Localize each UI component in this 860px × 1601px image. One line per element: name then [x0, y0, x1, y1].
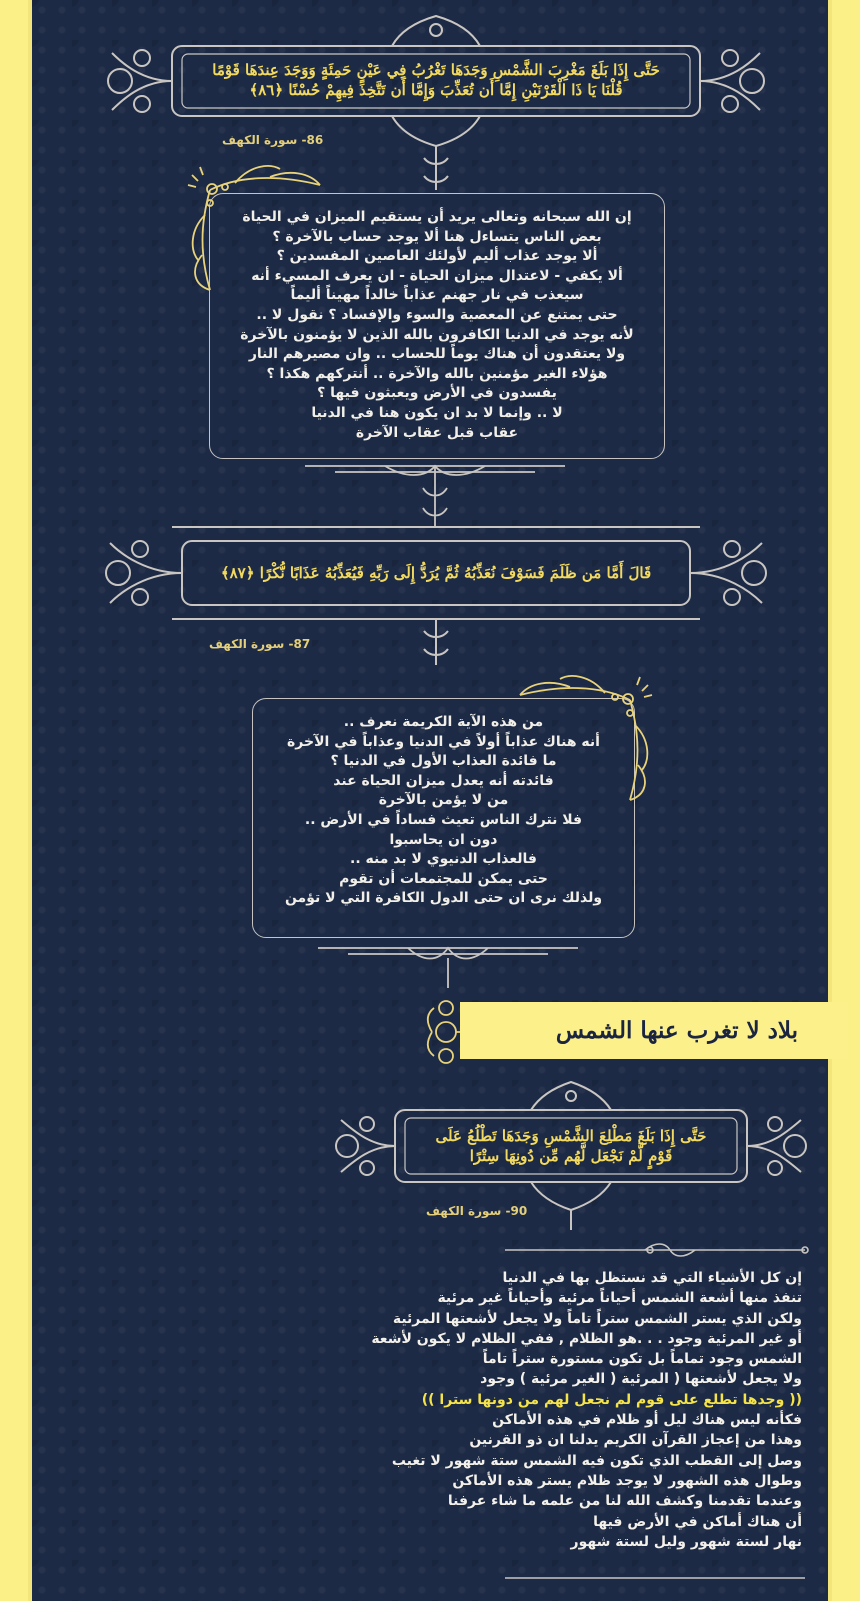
verse-87-line-1: قَالَ أَمَّا مَن ظَلَمَ فَسَوْفَ نُعَذِّبُهُ ثُمَّ يُرَدُّ إِلَى رَبِّهِ فَيُعَذِّبُهُ عَذَابًا نُّكْرًا ﴿٨٧﴾ [220, 564, 652, 582]
commentary-1-line: عقاب قبل عقاب الآخرة [355, 424, 519, 441]
commentary-1-line: ألا يكفي - لاعتدال ميزان الحياة - ان يعرف المسيء أنه [251, 267, 623, 284]
body-line: وهذا من إعجاز القرآن الكريم يدلنا ان ذو القرنين [469, 1432, 802, 1449]
ornamental-divider-icon [318, 938, 578, 988]
commentary-2-line: حتى يمكن للمجتمعات أن تقوم [339, 870, 548, 887]
bottom-divider-icon [505, 1573, 805, 1583]
commentary-2-line: فائدته أنه يعدل ميزان الحياة عند [333, 772, 554, 789]
verse-90-line-2: قَوْمٍ لَّمْ نَجْعَل لَّهُم مِّن دُونِهَا سِتْرًا [469, 1147, 673, 1165]
body-line-highlight: (( وجدها تطلع على قوم لم نجعل لهم من دونها سترا )) [421, 1391, 802, 1408]
body-line: ولكن الذي يستر الشمس ستراً تاماً ولا يجعل لأشعتها المرئية [392, 1310, 802, 1327]
body-line: ولا يجعل لأشعتها ( المرئية ( الغير مرئية ) وجود [480, 1371, 802, 1388]
body-line: تنفذ منها أشعة الشمس أحياناً مرئية وأحياناً غير مرئية [437, 1290, 802, 1307]
commentary-2-line: من لا يؤمن بالآخرة [378, 792, 509, 809]
commentary-1-line: سيعذب في نار جهنم عذاباً خالداً مهيناً أليماً [290, 287, 584, 304]
commentary-2-line: ما فائدة العذاب الأول في الدنيا ؟ [330, 753, 557, 770]
gold-ornament-icon [424, 992, 464, 1072]
verse-86-line-1: حَتَّى إِذَا بَلَغَ مَغْرِبَ الشَّمْسِ وَجَدَهَا تَغْرُبُ فِي عَيْنٍ حَمِئَةٍ وَوَجَدَ عِندَهَا قَوْمًا [212, 61, 660, 79]
body-line: وصل إلى القطب الذي تكون فيه الشمس ستة شهور لا تغيب [391, 1452, 802, 1469]
commentary-1-line: لا .. وإنما لا بد ان يكون هنا في الدنيا [311, 404, 563, 421]
verse-90-line-1: حَتَّى إِذَا بَلَغَ مَطْلِعَ الشَّمْسِ وَجَدَهَا تَطْلُعُ عَلَى [435, 1127, 707, 1145]
verse-87-reference: 87- سورة الكهف [209, 637, 311, 651]
verse-87-frame [92, 515, 780, 665]
body-line: وعندما تقدمنا وكشف الله لنا من علمه ما شاء عرفنا [447, 1493, 802, 1510]
commentary-2-line: أنه هناك عذاباً أولاً في الدنيا وعذاباً في الآخرة [287, 733, 600, 750]
ornamental-frame-icon [92, 515, 780, 665]
body-line: وطوال هذه الشهور لا يوجد ظلام يستر هذه الأماكن [452, 1472, 802, 1489]
body-line: الشمس وجود تماماً بل تكون مستورة ستراً تاماً [482, 1351, 802, 1368]
section-banner [460, 1002, 848, 1059]
commentary-1-line: حتى يمتنع عن المعصية والسوء والإفساد ؟ نقول لا .. [256, 306, 618, 323]
section-body-text [302, 1268, 802, 1552]
commentary-1-line: يفسدون في الأرض ويعبثون فيها ؟ [317, 385, 557, 402]
commentary-2-line: دون ان يحاسبوا [389, 831, 498, 848]
body-line: أن هناك أماكن في الأرض فيها [593, 1513, 802, 1530]
floral-corner-icon [510, 665, 660, 805]
commentary-2-line: ولذلك نرى ان حتى الدول الكافرة التي لا تؤمن [284, 890, 603, 907]
verse-86-line-2: قُلْنَا يَا ذَا الْقَرْنَيْنِ إِمَّا أَن تُعَذِّبَ وَإِمَّا أَن تَتَّخِذَ فِيهِمْ حُسْنًا ﴿٨٦﴾ [249, 81, 623, 99]
body-line: فكأنه ليس هناك ليل أو ظلام في هذه الأماكن [492, 1412, 802, 1429]
body-line: نهار لستة شهور وليل لستة شهور [570, 1533, 802, 1550]
commentary-2-line: فلا نترك الناس تعيث فساداً في الأرض .. [304, 811, 583, 828]
ornamental-divider-icon [505, 1240, 815, 1260]
body-line: أو غير المرئية وجود . . .هو الظلام , ففي الظلام لا يكون لأشعة [371, 1330, 802, 1347]
banner-title: بلاد لا تغرب عنها الشمس [555, 1017, 798, 1044]
commentary-2-line: فالعذاب الدنيوي لا بد منه .. [350, 851, 537, 868]
floral-corner-icon [180, 155, 330, 295]
commentary-1-line: بعض الناس يتساءل هنا ألا يوجد حساب بالآخرة ؟ [272, 228, 602, 245]
verse-90-frame [325, 1080, 817, 1230]
commentary-1-line: إن الله سبحانه وتعالى يريد أن يستقيم الميزان في الحياة [242, 209, 632, 225]
commentary-1-line: هؤلاء الغير مؤمنين بالله والآخرة .. أنتركهم هكذا ؟ [266, 365, 608, 382]
verse-90-reference: 90- سورة الكهف [426, 1204, 528, 1218]
commentary-1-line: ألا يوجد عذاب أليم لأولئك العاصين المفسدين ؟ [276, 248, 598, 265]
body-line: إن كل الأشياء التي قد نستظل بها في الدنيا [502, 1270, 802, 1286]
commentary-2-line: من هذه الآية الكريمة نعرف .. [343, 714, 544, 730]
verse-86-reference: 86- سورة الكهف [222, 133, 324, 147]
commentary-1-line: لأنه يوجد في الدنيا الكافرون بالله الذين لا يؤمنون بالآخرة [240, 326, 634, 343]
commentary-1-line: ولا يعتقدون أن هناك يوماً للحساب .. وان مصيرهم النار [248, 346, 626, 363]
